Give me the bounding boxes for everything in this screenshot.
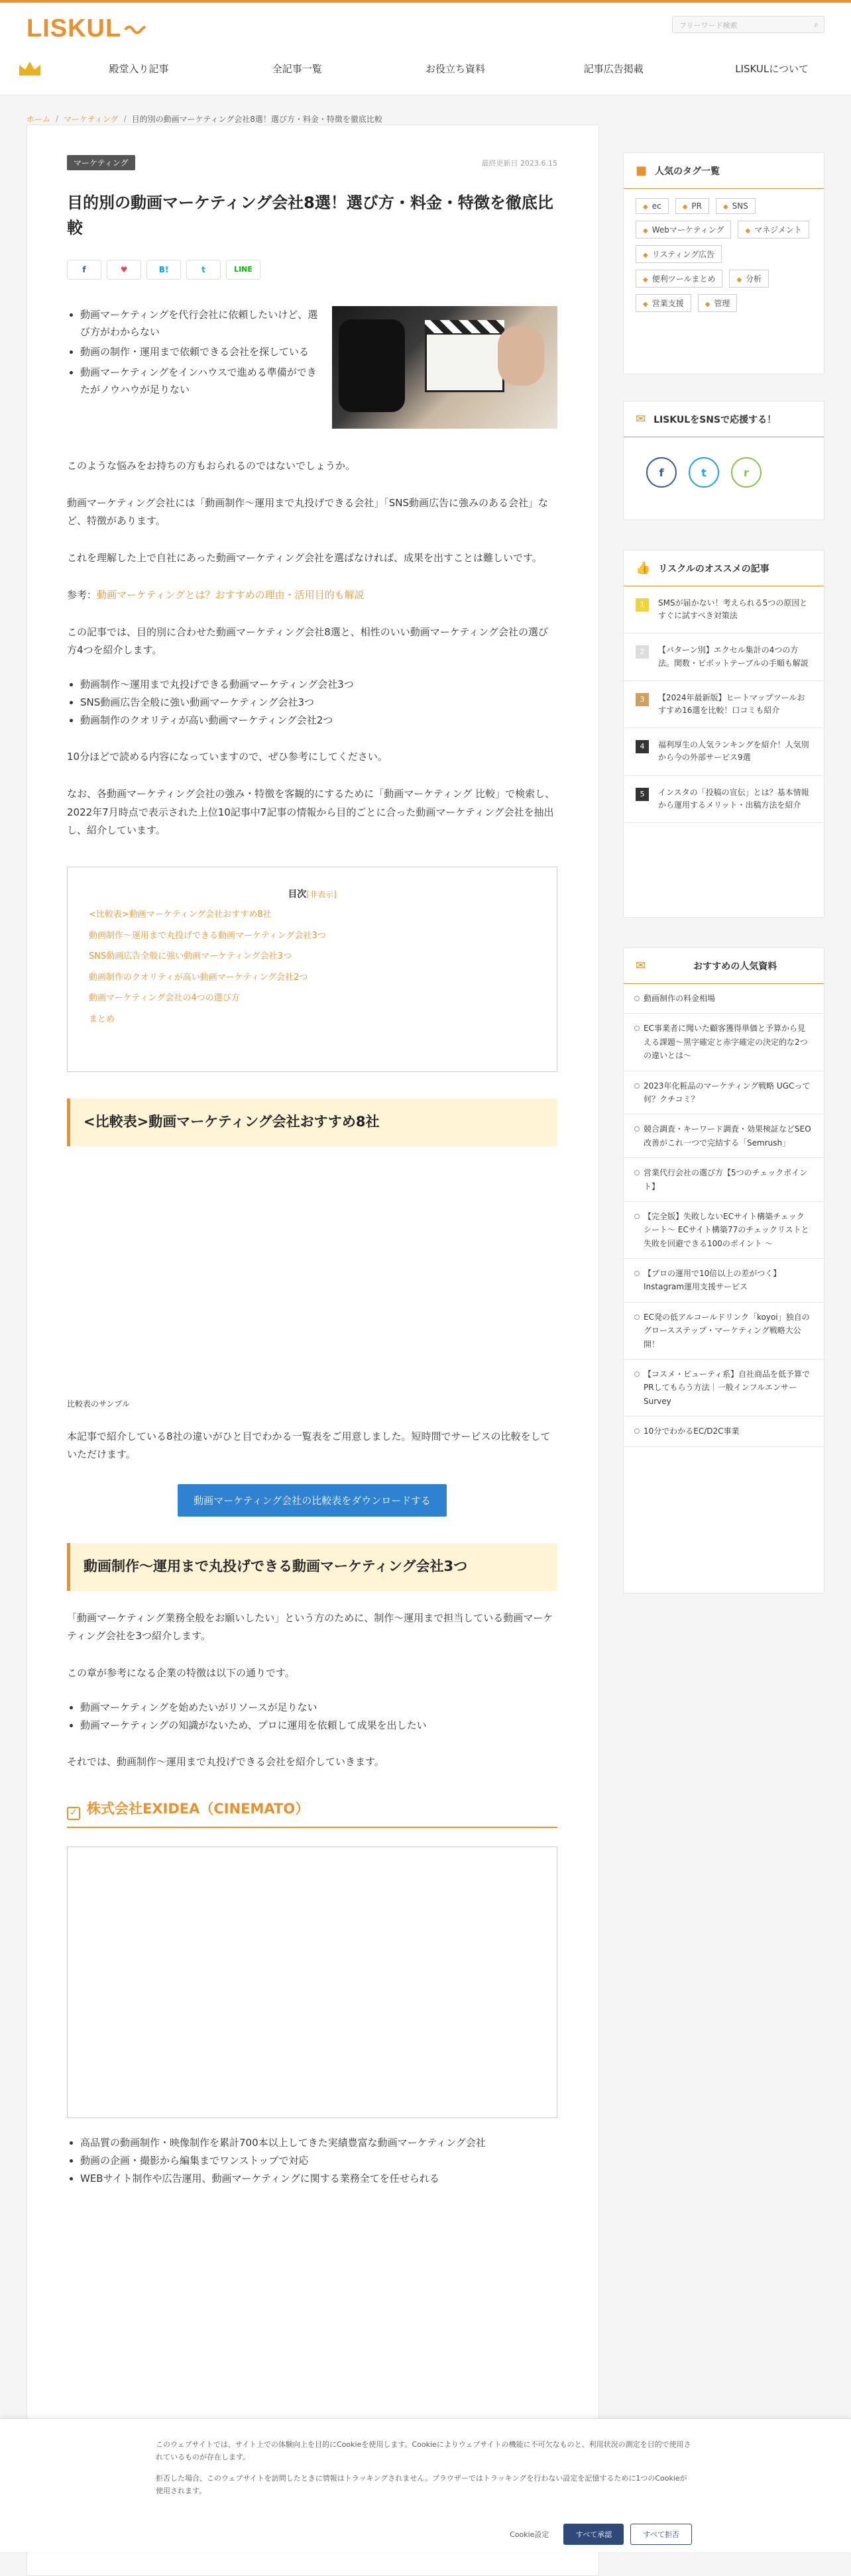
bullet-list	[80, 1699, 557, 1735]
sidebar-documents-header	[624, 948, 824, 984]
toc-toggle[interactable]: [非表示]	[306, 890, 337, 900]
category-badge[interactable]: マーケティング	[67, 155, 135, 170]
thumbs-up-icon: 👍	[636, 561, 651, 575]
sidebar-recommended-header	[624, 551, 824, 586]
rank-title: 【パターン別】エクセル集計の4つの方法。関数・ピボットテーブルの手順も解説	[658, 645, 809, 668]
paragraph: このような悩みをお持ちの方もおられるのではないでしょうか。	[67, 459, 356, 472]
updated-date: 最終更新日 2023.6.15	[481, 159, 557, 168]
paragraph: これを理解した上で自社にあった動画マーケティング会社を選ばなければ、成果を出すことは難しいです。	[67, 552, 542, 564]
camera-shape	[339, 319, 405, 412]
paragraph: この記事では、目的別に合わせた動画マーケティング会社8選と、相性のいい動画マーケティング会社の選び方4つを紹介します。	[67, 625, 548, 657]
rank-number: 1	[636, 598, 649, 612]
list-item: • 動画マーケティングの知識がないため、プロに運用を依頼して成果を出したい	[80, 1717, 557, 1735]
clapperboard-shape	[425, 333, 504, 392]
ranking-item[interactable]	[624, 776, 824, 823]
main-content	[27, 125, 599, 2576]
toc-item[interactable]: 動画マーケティング会社の4つの選び方	[89, 993, 240, 1004]
sidebar-sns	[623, 401, 824, 520]
image-caption: 比較表のサンプル	[67, 1399, 130, 1409]
rank-number: 5	[636, 788, 649, 801]
tag-item[interactable]: ◆ PR	[675, 198, 709, 214]
document-item[interactable]: EC発の低アルコールドリンク「koyoi」独自のグロースステップ・マーケティング戦略大公開！	[624, 1303, 824, 1360]
section-heading: 動画制作〜運用まで丸投げできる動画マーケティング会社3つ	[67, 1543, 557, 1591]
bullet-list	[80, 676, 557, 729]
toc-item[interactable]: 動画制作〜運用まで丸投げできる動画マーケティング会社3つ	[89, 930, 326, 941]
sidebar-tags-header	[624, 153, 824, 189]
document-item[interactable]: 動画制作の料金相場	[624, 984, 824, 1014]
list-item: • 動画マーケティングをインハウスで進める準備ができたがノウハウが足りない	[80, 364, 319, 399]
reference-paragraph	[67, 586, 557, 605]
document-item[interactable]: 【完全版】失敗しないECサイト構築チェックシート〜 ECサイト構築77のチェックリストと失敗を回避できる100のポイント 〜	[624, 1202, 824, 1259]
ranking-item[interactable]	[624, 633, 824, 680]
tag-list	[624, 189, 824, 321]
paragraph: この章が参考になる企業の特徴は以下の通りです。	[67, 1667, 295, 1680]
check-icon: ✓	[67, 1807, 80, 1820]
list-item: • 動画の企画・撮影から編集までワンストップで対応	[80, 2152, 557, 2170]
toc-item[interactable]: まとめ	[89, 1014, 115, 1024]
cookie-accept-all-button[interactable]: すべて承認	[563, 2524, 624, 2545]
rank-number: 3	[636, 693, 649, 706]
document-item[interactable]: 営業代行会社の選び方【5つのチェックポイント】	[624, 1158, 824, 1202]
breadcrumb-category[interactable]: マーケティング	[64, 114, 119, 124]
list-item: • 動画制作〜運用まで丸投げできる動画マーケティング会社3つ	[80, 676, 557, 694]
sidebar-sns-title: LISKULをSNSで応援する！	[653, 414, 777, 425]
document-item[interactable]: 【プロの運用で10倍以上の差がつく】Instagram運用支援サービス	[624, 1259, 824, 1303]
rank-title: 【2024年最新版】ヒートマップツールおすすめ16選を比較！口コミも紹介	[658, 692, 805, 715]
site-logo[interactable]	[27, 15, 146, 43]
toc-title	[89, 887, 536, 900]
ranking-item[interactable]	[624, 586, 824, 633]
document-item[interactable]: 競合調査・キーワード調査・効果検証などSEO改善がこれ一つで完結する「Semrush」	[624, 1114, 824, 1158]
breadcrumb-sep: /	[56, 114, 59, 123]
hand-shape	[498, 326, 544, 386]
list-item: • 動画マーケティングを始めたいがリソースが足りない	[80, 1699, 557, 1717]
cookie-text	[156, 2439, 693, 2498]
list-item: • 高品質の動画制作・映像制作を累計700本以上してきた実績豊富な動画マーケティング会社	[80, 2134, 557, 2152]
cookie-reject-all-button[interactable]: すべて拒否	[630, 2524, 692, 2545]
toc-item[interactable]: <比較表>動画マーケティング会社おすすめ8社	[89, 910, 272, 920]
download-comparison-button[interactable]: 動画マーケティング会社の比較表をダウンロードする	[178, 1484, 447, 1517]
list-item: • 動画制作のクオリティが高い動画マーケティング会社2つ	[80, 712, 557, 729]
bookmark-icon: ■	[636, 164, 648, 178]
list-item: • 動画の制作・運用まで依頼できる会社を探している	[80, 343, 319, 360]
line-share-button[interactable]: LINE	[226, 260, 260, 280]
search-placeholder: フリーワード検索	[679, 21, 738, 30]
pocket-share-button[interactable]: ♥	[107, 260, 141, 280]
logo-wave-icon	[124, 24, 146, 36]
sidebar-sns-header	[624, 402, 824, 437]
search-icon[interactable]: ⌕	[814, 20, 819, 29]
rank-number: 4	[636, 740, 649, 753]
tag-item[interactable]: ◆ リスティング広告	[636, 245, 722, 263]
film-clapperboard-photo	[332, 306, 557, 429]
document-item[interactable]: 2023年化粧品のマーケティング戦略 UGCって何？クチコミ？	[624, 1071, 824, 1115]
tag-item[interactable]: ◆ 営業支援	[636, 294, 691, 312]
reference-link[interactable]: 動画マーケティングとは？おすすめの理由・活用目的も解説	[97, 588, 365, 601]
rss-icon[interactable]: r	[731, 457, 762, 488]
lead-list	[80, 306, 319, 398]
tag-item[interactable]: ◆ 管理	[698, 294, 738, 312]
breadcrumb-home[interactable]: ホーム	[27, 114, 51, 124]
nav-item-resources[interactable]: お役立ち資料	[425, 63, 485, 75]
rank-title: 福利厚生の人気ランキングを紹介！人気別から今の外部サービス9選	[658, 740, 809, 763]
rank-number: 2	[636, 645, 649, 659]
sidebar-recommended-title: リスクルのオススメの記事	[658, 563, 769, 574]
nav-item-hall-of-fame[interactable]: 殿堂入り記事	[109, 63, 169, 75]
paragraph: なお、各動画マーケティング会社の強み・特徴を客観的にするために「動画マーケティング 比較」で検索し、2022年7月時点で表示された上位10記事中7記事の情報から目的ごとに合った動画マーケティング会社を抽出し、紹介しています。	[67, 787, 555, 837]
sidebar-documents	[623, 947, 824, 1593]
sns-buttons	[624, 437, 824, 488]
sidebar-recommended	[623, 550, 824, 918]
nav-item-ad-placement[interactable]: 記事広告掲載	[583, 63, 644, 75]
paragraph: 「動画マーケティング業務全般をお願いしたい」という方のために、制作〜運用まで担当している動画マーケティング会社を3つ紹介します。	[67, 1611, 553, 1642]
paragraph: 動画マーケティング会社には「動画制作〜運用まで丸投げできる会社」「SNS動画広告に強みのある会社」など、特徴があります。	[67, 496, 548, 527]
cookie-buttons	[502, 2524, 692, 2545]
breadcrumb-current: 目的別の動画マーケティング会社8選！選び方・料金・特徴を徹底比較	[131, 114, 382, 124]
document-item[interactable]: 【コスメ・ビューティ系】自社商品を低予算でPRしてもらう方法｜一般インフルエンサーSurvey	[624, 1360, 824, 1417]
tag-item[interactable]: ◆ マネジメント	[738, 221, 809, 239]
bullet-list	[80, 2134, 557, 2188]
table-of-contents	[67, 867, 557, 1072]
ranking-item[interactable]	[624, 728, 824, 775]
list-item: • SNS動画広告全般に強い動画マーケティング会社3つ	[80, 694, 557, 712]
lead-section	[67, 306, 557, 439]
document-item[interactable]: EC事業者に聞いた顧客獲得単価と予算から見える課題〜黒字確定と赤字確定の決定的な2つの違いとは〜	[624, 1014, 824, 1071]
tag-item[interactable]: ◆ Webマーケティング	[636, 221, 731, 239]
breadcrumb-sep: /	[123, 114, 127, 123]
main-nav	[0, 42, 851, 95]
toc-title-text: 目次	[288, 889, 307, 900]
sidebar-tags	[623, 152, 824, 374]
tag-item[interactable]: ◆ SNS	[716, 198, 756, 214]
toc-item[interactable]: SNS動画広告全般に強い動画マーケティング会社3つ	[89, 951, 292, 962]
mail-icon: ✉	[636, 412, 646, 426]
paragraph: 10分ほどで読める内容になっていますので、ぜひ参考にしてください。	[67, 751, 388, 763]
hatena-share-button[interactable]: B!	[146, 260, 181, 280]
tag-item[interactable]: ◆ 分析	[729, 270, 769, 288]
cookie-settings-button[interactable]: Cookie設定	[510, 2530, 549, 2539]
ranking-item[interactable]	[624, 681, 824, 728]
tag-item[interactable]: ◆ 便利ツールまとめ	[636, 270, 722, 288]
twitter-share-button[interactable]: t	[186, 260, 221, 280]
company-heading	[67, 1798, 557, 1828]
nav-item-about[interactable]: LISKULについて	[735, 63, 809, 75]
site-header	[0, 3, 851, 42]
article	[67, 155, 557, 2188]
document-item[interactable]: 10分でわかるEC/D2C事業	[624, 1417, 824, 1446]
toc-item[interactable]: 動画制作のクオリティが高い動画マーケティング会社2つ	[89, 972, 308, 983]
rank-title: SMSが届かない！考えられる5つの原因とすぐに試すべき対策法	[658, 598, 808, 621]
cookie-text-2: 拒否した場合、このウェブサイトを訪問したときに情報はトラッキングされません。ブラウザーではトラッキングを行わない設定を記憶するために1つのCookieが使用されます。	[156, 2474, 687, 2496]
paragraph: それでは、動画制作〜運用まで丸投げできる会社を紹介していきます。	[67, 1755, 384, 1768]
page-title: 目的別の動画マーケティング会社8選！選び方・料金・特徴を徹底比較	[67, 193, 553, 238]
cookie-banner	[0, 2418, 851, 2552]
sidebar-tags-title: 人気のタグ一覧	[655, 166, 720, 177]
list-item: • WEBサイト制作や広告運用、動画マーケティングに関する業務全てを任せられる	[80, 2170, 557, 2188]
facebook-share-button[interactable]: f	[67, 260, 101, 280]
sidebar-documents-title: おすすめの人気資料	[693, 961, 777, 972]
download-button-wrap	[67, 1484, 557, 1517]
facebook-icon[interactable]: f	[646, 457, 677, 488]
reference-prefix: 参考：	[67, 588, 97, 601]
company-name: 株式会社EXIDEA（CINEMATO）	[87, 1800, 310, 1817]
section-heading: <比較表>動画マーケティング会社おすすめ8社	[67, 1099, 557, 1146]
paragraph: 本記事で紹介している8社の違いがひと目でわかる一覧表をご用意しました。短時間でサービスの比較をしていただけます。	[67, 1430, 551, 1461]
list-item: • 動画マーケティングを代行会社に依頼したいけど、選び方がわからない	[80, 306, 319, 341]
company-image-placeholder	[67, 1847, 557, 2118]
mail-icon: ✉	[636, 959, 646, 973]
rank-title: インスタの「投稿の宣伝」とは？基本情報から運用するメリット・出稿方法を紹介	[658, 787, 809, 810]
tag-item[interactable]: ◆ ec	[636, 198, 669, 214]
logo-text: LISKUL	[27, 15, 122, 42]
search-input[interactable]	[672, 16, 824, 33]
share-buttons	[67, 260, 557, 280]
twitter-icon[interactable]: t	[689, 457, 719, 488]
cookie-text-1: このウェブサイトでは、サイト上での体験向上を目的にCookieを使用します。Cookieによりウェブサイトの機能に不可欠なものと、利用状況の測定を目的で使用されているものが存在します。	[156, 2440, 691, 2461]
nav-item-all-articles[interactable]: 全記事一覧	[272, 63, 322, 75]
crown-icon[interactable]	[0, 60, 60, 78]
